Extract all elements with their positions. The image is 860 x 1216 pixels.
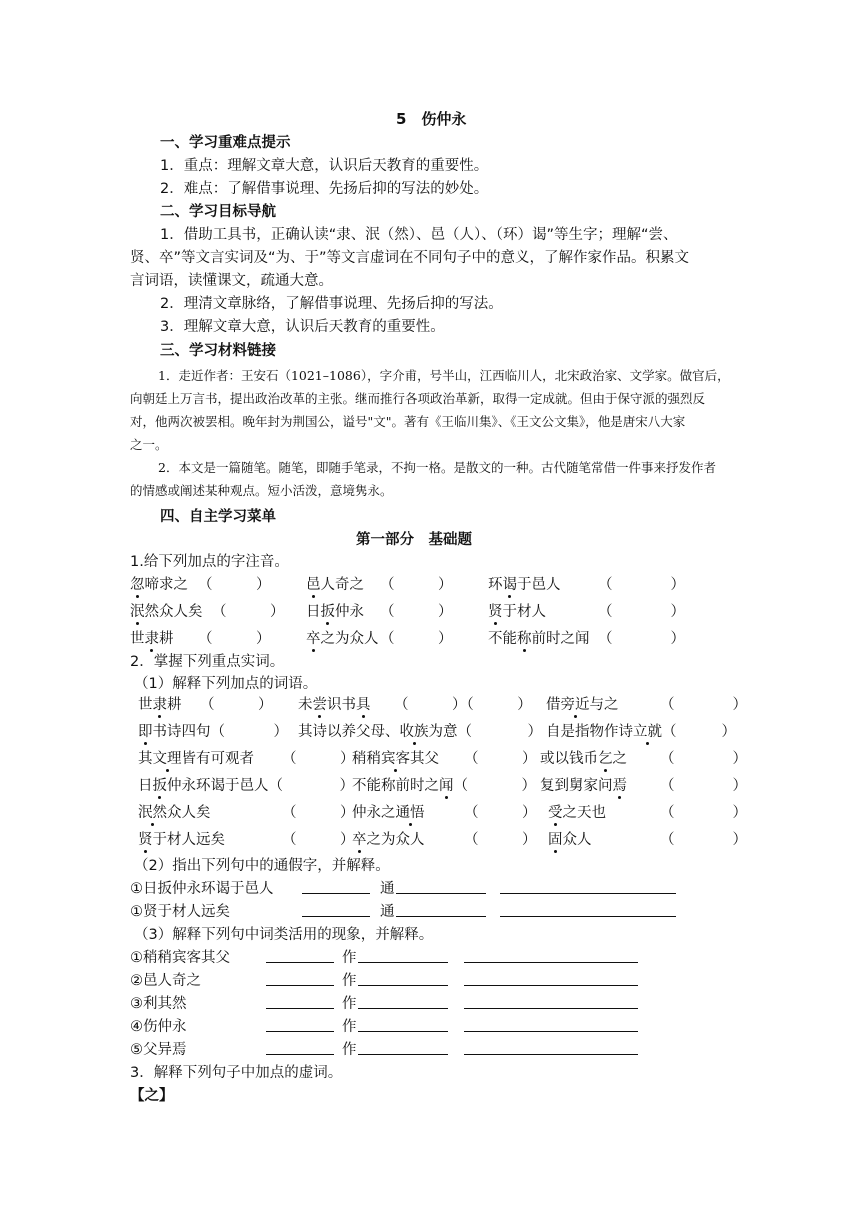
huoyong-sentence: ②邑人奇之 bbox=[130, 973, 201, 989]
section-heading-1: 一、学习重难点提示 bbox=[160, 135, 291, 151]
s1-item-1: 1．重点：理解文章大意，认识后天教育的重要性。 bbox=[160, 158, 489, 174]
answer-line[interactable] bbox=[500, 879, 676, 894]
huoyong-sentence: ③利其然 bbox=[130, 996, 187, 1012]
answer-blank[interactable]: （ ） bbox=[380, 577, 453, 593]
s3-p1-line-2: 向朝廷上万言书，提出政治改革的主张。继而推行各项政治革新，取得一定成就。但由于保守派的强烈反 bbox=[130, 391, 706, 406]
section-heading-3: 三、学习材料链接 bbox=[160, 343, 276, 359]
part-heading: 第一部分 基础题 bbox=[356, 532, 472, 548]
answer-blank[interactable]: （ ） bbox=[200, 697, 273, 713]
answer-line[interactable] bbox=[396, 879, 486, 894]
s3-p1-line-4: 之一。 bbox=[130, 437, 168, 452]
s2-item-2: 2．理清文章脉络，了解借事说理、先扬后抑的写法。 bbox=[160, 296, 503, 312]
q1-prompt: 1.给下列加点的字注音。 bbox=[130, 554, 289, 570]
answer-line[interactable] bbox=[464, 971, 638, 986]
answer-line[interactable] bbox=[302, 879, 370, 894]
zuo-label: 作 bbox=[342, 950, 357, 966]
answer-blank[interactable]: （ ） bbox=[198, 577, 271, 593]
answer-line[interactable] bbox=[358, 1017, 448, 1032]
answer-blank[interactable]: （ ） bbox=[598, 631, 685, 647]
answer-line[interactable] bbox=[266, 1040, 334, 1055]
answer-blank[interactable]: （ ） bbox=[380, 604, 453, 620]
s2-item-1-line-2: 贤、卒”等文言实词及“为、于”等文言虚词在不同句子中的意义，了解作家作品。积累文 bbox=[130, 250, 690, 266]
answer-blank[interactable]: （ ） bbox=[464, 832, 537, 848]
huoyong-sentence: ⑤父异焉 bbox=[130, 1042, 187, 1058]
answer-blank[interactable]: （ ） bbox=[660, 778, 747, 794]
answer-blank[interactable]: ） bbox=[484, 724, 542, 740]
answer-line[interactable] bbox=[358, 994, 448, 1009]
answer-blank[interactable]: （ ） bbox=[598, 577, 685, 593]
answer-blank[interactable]: （ ） bbox=[464, 805, 537, 821]
answer-line[interactable] bbox=[266, 1017, 334, 1032]
answer-blank[interactable]: （ ） bbox=[380, 631, 453, 647]
answer-blank[interactable]: （ ） bbox=[660, 751, 747, 767]
zuo-label: 作 bbox=[342, 1042, 357, 1058]
answer-line[interactable] bbox=[396, 902, 486, 917]
answer-line[interactable] bbox=[266, 971, 334, 986]
answer-line[interactable] bbox=[464, 1017, 638, 1032]
s3-p2-line-1: 2．本文是一篇随笔。随笔，即随手笔录，不拘一格。是散文的一种。古代随笔常借一件事来抒发作者 bbox=[158, 460, 716, 475]
answer-blank[interactable]: ） bbox=[478, 778, 536, 794]
answer-line[interactable] bbox=[266, 994, 334, 1009]
answer-blank[interactable]: （ ） bbox=[660, 832, 747, 848]
q2-sub2: （2）指出下列句中的通假字，并解释。 bbox=[134, 858, 390, 874]
q3-prompt: 3．解释下列句子中加点的虚词。 bbox=[130, 1065, 343, 1081]
s2-item-1-line-1: 1．借助工具书，正确认读“隶、泯（然）、邑（人）、（环）谒”等生字；理解“尝、 bbox=[160, 227, 678, 243]
answer-line[interactable] bbox=[358, 971, 448, 986]
s2-item-3: 3．理解文章大意，认识后天教育的重要性。 bbox=[160, 319, 445, 335]
s2-item-1-line-3: 言词语，读懂课文，疏通大意。 bbox=[130, 273, 333, 289]
answer-blank[interactable]: （ ） bbox=[598, 604, 685, 620]
answer-blank[interactable]: ） bbox=[230, 724, 288, 740]
zuo-label: 作 bbox=[342, 1019, 357, 1035]
answer-blank[interactable]: （ ） bbox=[282, 832, 355, 848]
tong-label: 通 bbox=[380, 904, 395, 920]
tongjia-sentence: ①日扳仲永环谒于邑人 bbox=[130, 881, 274, 897]
answer-line[interactable] bbox=[464, 994, 638, 1009]
answer-line[interactable] bbox=[302, 902, 370, 917]
answer-line[interactable] bbox=[464, 1040, 638, 1055]
answer-blank[interactable]: （ ）（ ） bbox=[394, 697, 532, 713]
answer-blank[interactable]: （ ） bbox=[660, 697, 747, 713]
zuo-label: 作 bbox=[342, 996, 357, 1012]
answer-blank[interactable]: （ ） bbox=[198, 631, 271, 647]
answer-line[interactable] bbox=[358, 1040, 448, 1055]
answer-line[interactable] bbox=[464, 948, 638, 963]
zuo-label: 作 bbox=[342, 973, 357, 989]
q2-sub3: （3）解释下列句中词类活用的现象，并解释。 bbox=[134, 927, 434, 943]
page-title: 5 伤仲永 bbox=[396, 110, 467, 128]
answer-blank[interactable]: （ ） bbox=[212, 604, 285, 620]
answer-blank[interactable]: （ ） bbox=[464, 751, 537, 767]
s3-p1-line-3: 对，他两次被罢相。晚年封为荆国公，谥号"文"。著有《王临川集》、《王文公文集》，他是唐宋八大家 bbox=[130, 414, 686, 429]
answer-blank[interactable]: ） bbox=[296, 778, 354, 794]
tongjia-sentence: ①贤于材人远矣 bbox=[130, 904, 230, 920]
tong-label: 通 bbox=[380, 881, 395, 897]
s3-p2-line-2: 的情感或阐述某种观点。短小活泼，意境隽永。 bbox=[130, 483, 393, 498]
answer-blank[interactable]: （ ） bbox=[660, 805, 747, 821]
huoyong-sentence: ④伤仲永 bbox=[130, 1019, 187, 1035]
huoyong-sentence: ①稍稍宾客其父 bbox=[130, 950, 230, 966]
section-heading-4: 四、自主学习菜单 bbox=[160, 509, 276, 525]
answer-blank[interactable]: （ ） bbox=[282, 751, 355, 767]
q2-prompt: 2．掌握下列重点实词。 bbox=[130, 654, 285, 670]
answer-line[interactable] bbox=[358, 948, 448, 963]
dotted-char: 忽 bbox=[130, 577, 145, 593]
section-heading-2: 二、学习目标导航 bbox=[160, 204, 276, 220]
answer-line[interactable] bbox=[500, 902, 676, 917]
s1-item-2: 2．难点：了解借事说理、先扬后抑的写法的妙处。 bbox=[160, 181, 489, 197]
answer-blank[interactable]: ） bbox=[678, 724, 736, 740]
s3-p1-line-1: 1．走近作者：王安石（1021–1086），字介甫，号半山，江西临川人，北宋政治家、文学家。做官后， bbox=[158, 368, 730, 383]
q3-tag: 【之】 bbox=[130, 1088, 174, 1104]
answer-line[interactable] bbox=[266, 948, 334, 963]
answer-blank[interactable]: （ ） bbox=[282, 805, 355, 821]
q2-sub1: （1）解释下列加点的词语。 bbox=[134, 676, 318, 692]
